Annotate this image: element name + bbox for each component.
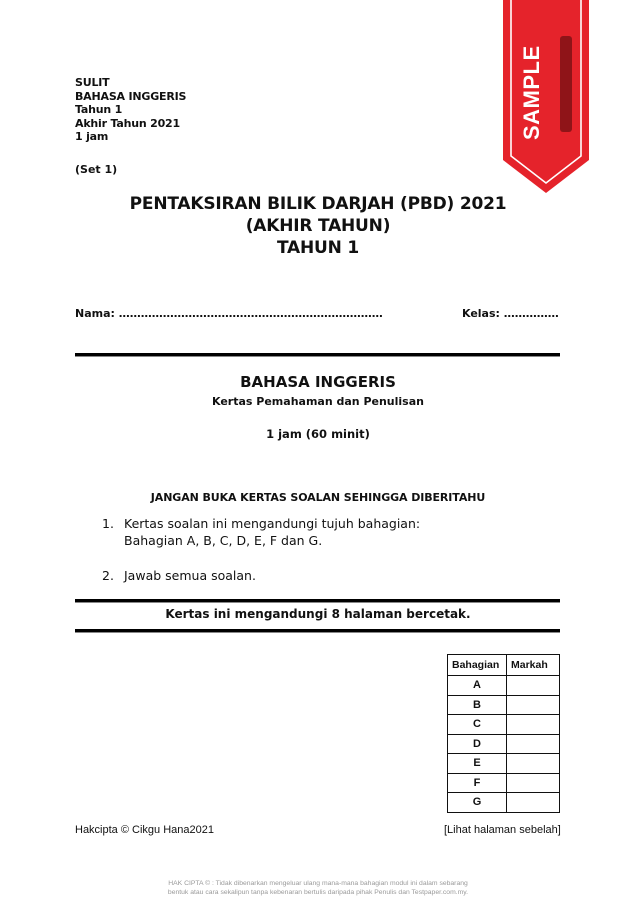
instruction-number: 2. [102,568,114,583]
table-header-row [448,655,560,676]
ribbon-label: SAMPLE [519,45,544,140]
table-row [448,793,560,813]
notice-line-1: HAK CIPTA © : Tidak dibenarkan mengeluar ulang mana-mana bahagian modul ini dalam sebarang [168,880,468,887]
paper-set: (Set 1) [75,163,118,176]
meta-term: Akhir Tahun 2021 [75,116,180,130]
page-title [0,193,636,259]
marks-cell[interactable] [507,695,560,715]
instruction-text: Jawab semua soalan. [124,568,256,583]
table-row [448,734,560,754]
marks-cell[interactable] [507,676,560,696]
table-row [448,715,560,735]
divider-top [75,353,560,356]
ribbon-watermark-tag [560,36,572,132]
section-cell: C [448,715,507,735]
ribbon-shape-icon [503,0,589,193]
next-page-note: [Lihat halaman sebelah] [444,824,561,836]
section-cell: D [448,734,507,754]
name-field[interactable]: Nama: ……………………………………………………………… [75,307,383,320]
column-header-marks: Markah [507,655,560,676]
section-cell: F [448,773,507,793]
class-field[interactable]: Kelas: …………… [462,307,559,320]
divider-pages-bottom [75,629,560,632]
meta-year: Tahun 1 [75,103,123,116]
meta-duration: 1 jam [75,130,109,143]
instruction-text: Kertas soalan ini mengandungi tujuh bahagian: [124,516,421,531]
marks-table [447,654,560,813]
table-row [448,773,560,793]
instruction-number: 1. [102,516,114,531]
marks-cell[interactable] [507,754,560,774]
subject-name: BAHASA INGGERIS [240,373,396,391]
marks-cell[interactable] [507,773,560,793]
section-cell: G [448,793,507,813]
instruction-text: Bahagian A, B, C, D, E, F dan G. [124,533,323,548]
paper-meta [75,76,186,144]
title-line-2: (AKHIR TAHUN) [245,216,391,236]
column-header-section: Bahagian [448,655,507,676]
table-row [448,676,560,696]
marks-cell[interactable] [507,793,560,813]
meta-subject: BAHASA INGGERIS [75,89,187,103]
section-cell: E [448,754,507,774]
title-line-1: PENTAKSIRAN BILIK DARJAH (PBD) 2021 [129,194,507,214]
notice-line-2: bentuk atau cara sekalipun tanpa kebenaran bertulis daripada pihak Penulis dan Testpaper.com.my. [167,889,469,896]
meta-classification: SULIT [75,76,110,89]
section-cell: B [448,695,507,715]
copyright-text: Hakcipta © Cikgu Hana2021 [75,824,214,836]
marks-cell[interactable] [507,734,560,754]
title-line-3: TAHUN 1 [276,238,360,258]
pages-note: Kertas ini mengandungi 8 halaman bercetak. [165,607,471,621]
divider-pages-top [75,599,560,602]
marks-cell[interactable] [507,715,560,735]
paper-name: Kertas Pemahaman dan Penulisan [212,395,424,408]
instruction-warning: JANGAN BUKA KERTAS SOALAN SEHINGGA DIBERITAHU [150,491,486,504]
table-row [448,754,560,774]
sample-ribbon [503,0,589,193]
paper-duration: 1 jam (60 minit) [266,427,370,441]
section-cell: A [448,676,507,696]
copyright-notice [0,879,636,897]
table-row [448,695,560,715]
